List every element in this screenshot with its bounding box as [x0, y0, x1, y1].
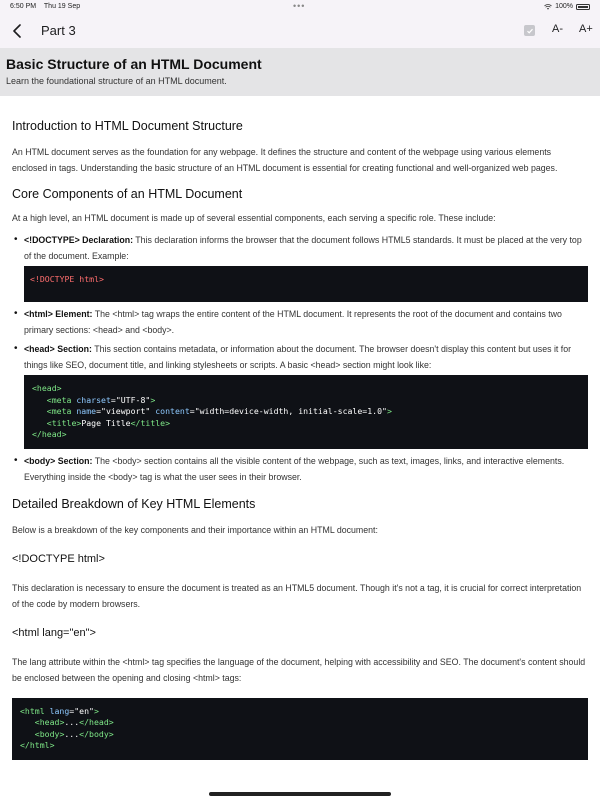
- list-item-head: [12, 341, 588, 449]
- code-token: html: [79, 274, 100, 284]
- list-item-doctype: [12, 232, 588, 302]
- status-left: [10, 3, 86, 10]
- code-token: charset: [76, 394, 111, 405]
- lesson-content[interactable]: [0, 96, 600, 800]
- status-date: Thu 19 Sep: [43, 3, 81, 10]
- page-title: Basic Structure of an HTML Document: [6, 56, 262, 72]
- checkmark-icon: [526, 27, 534, 35]
- multitasking-dots-icon[interactable]: •••: [293, 1, 306, 11]
- status-bar: [0, 0, 600, 14]
- status-right: [544, 3, 590, 10]
- code-token: <title>: [46, 417, 82, 428]
- wifi-icon: [544, 4, 552, 10]
- home-indicator[interactable]: [209, 792, 391, 796]
- code-token: >: [93, 705, 99, 716]
- code-token: <head>: [34, 717, 65, 727]
- bullet-text: This section contains metadata, or information about the document. The browser doesn't display this content but uses it for things like SEO, document title, and linking stylesheets or scripts. A basic <head> section might look like:: [24, 344, 572, 370]
- breakdown-text: Below is a breakdown of the key components and their importance within an HTML document:: [12, 524, 378, 535]
- chevron-left-icon: [12, 24, 22, 38]
- core-text: At a high level, an HTML document is made up of several essential components, each serving a specific role. These include:: [12, 213, 496, 223]
- list-item-body: [12, 453, 588, 485]
- code-token: ="width=device-width, initial-scale=1.0": [189, 406, 387, 416]
- code-token: ="viewport": [96, 406, 156, 416]
- code-token: Page Title: [81, 417, 131, 428]
- code-block-doctype: [24, 266, 588, 302]
- increase-font-button[interactable]: A+: [579, 23, 593, 35]
- code-token: lang: [49, 705, 70, 716]
- code-token: <head>: [32, 383, 62, 393]
- code-token: </body>: [79, 728, 114, 739]
- breakdown-heading: Detailed Breakdown of Key HTML Elements: [12, 496, 256, 511]
- intro-heading: Introduction to HTML Document Structure: [12, 119, 243, 133]
- code-token: ...: [64, 717, 80, 727]
- code-block-html: [12, 698, 588, 760]
- code-token: </head>: [79, 717, 114, 727]
- code-block-head: [24, 375, 588, 449]
- code-token: <body>: [34, 728, 65, 739]
- battery-icon: [576, 4, 590, 10]
- code-token: <meta: [46, 394, 77, 405]
- nav-title: Part 3: [41, 23, 76, 38]
- code-token: ="en": [69, 705, 94, 716]
- components-list: [12, 232, 588, 485]
- bullet-text: This declaration informs the browser that the document follows HTML5 standards. It must be placed at the very top of the document. Example:: [24, 235, 582, 261]
- mark-complete-checkbox[interactable]: [524, 25, 535, 36]
- list-item-html: [12, 306, 588, 338]
- bullet-label: <!DOCTYPE> Declaration:: [24, 235, 134, 245]
- decrease-font-button[interactable]: A-: [552, 23, 563, 35]
- code-token: >: [99, 274, 104, 284]
- status-time: 6:50 PM: [10, 3, 37, 10]
- bullet-text: The <html> tag wraps the entire content of the HTML document. It represents the root of the document and contains two primary sections: <head> and <body>.: [24, 309, 562, 335]
- battery-percent: 100%: [555, 3, 573, 10]
- htmllang-heading: <html lang="en">: [12, 626, 96, 639]
- core-heading: Core Components of an HTML Document: [12, 187, 243, 201]
- doctype-text: This declaration is necessary to ensure the document is treated as an HTML5 document. Though it's not a tag, it is crucial for correct interpretation of the code by modern browsers.: [12, 582, 582, 609]
- bullet-text: The <body> section contains all the visible content of the webpage, such as text, images, links, and interactive elements. Everything inside the <body> tag is what the user sees in their browser.: [24, 455, 565, 482]
- back-button[interactable]: [8, 22, 26, 40]
- intro-text: An HTML document serves as the foundation for any webpage. It defines the structure and content of the webpage using various elements enclosed in tags. Understanding the basic structure of an HTML document is essential for creating functional and well-organized web pages.: [12, 147, 558, 173]
- code-token: <meta: [46, 406, 77, 416]
- code-token: ="UTF-8": [110, 394, 151, 405]
- bullet-label: <html> Element:: [24, 309, 93, 319]
- code-token: </html>: [20, 740, 55, 750]
- bullet-label: <body> Section:: [24, 455, 93, 466]
- code-token: <html: [20, 705, 50, 716]
- code-token: content: [155, 406, 190, 416]
- code-token: </title>: [130, 417, 171, 428]
- code-token: name: [76, 406, 97, 416]
- nav-bar: [0, 14, 600, 48]
- page-header: [0, 48, 600, 96]
- code-token: <!DOCTYPE: [30, 274, 80, 284]
- htmllang-text: The lang attribute within the <html> tag specifies the language of the document, helping with accessibility and SEO. The document's content should be enclosed between the opening and closing <html> tags:: [12, 656, 586, 683]
- doctype-heading: <!DOCTYPE html>: [12, 552, 105, 565]
- code-token: >: [150, 394, 156, 405]
- bullet-label: <head> Section:: [24, 344, 92, 354]
- code-token: ...: [64, 728, 80, 739]
- code-token: >: [386, 406, 392, 416]
- page-subtitle: Learn the foundational structure of an HTML document.: [6, 76, 227, 86]
- code-token: </head>: [32, 429, 67, 439]
